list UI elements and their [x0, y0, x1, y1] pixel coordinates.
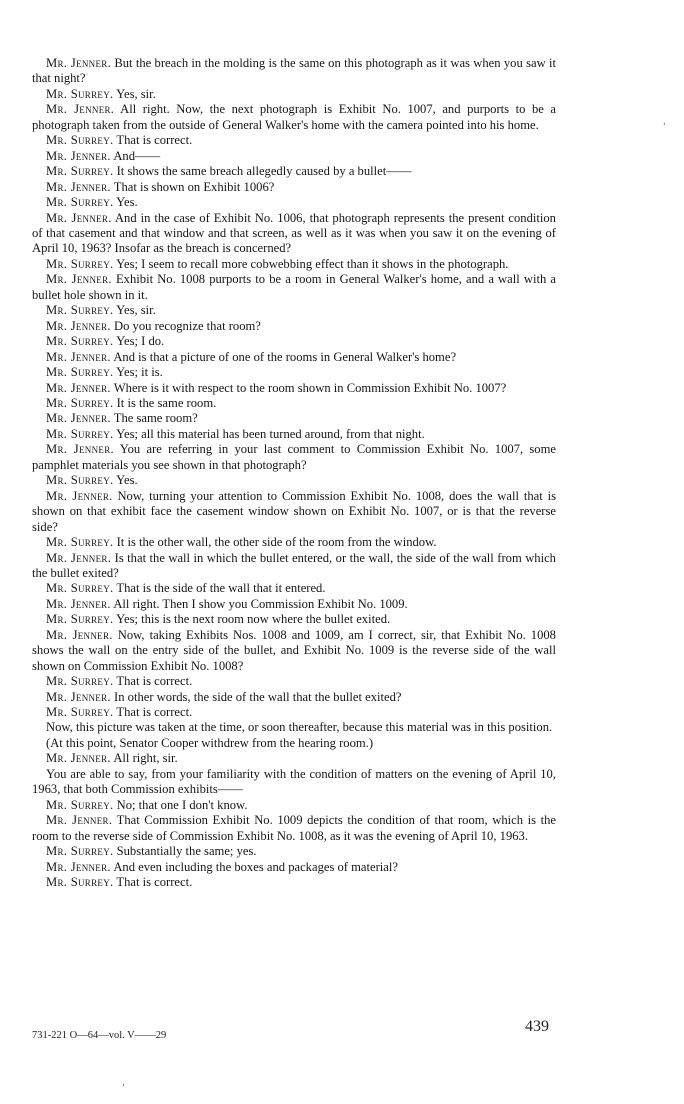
- speaker-label: Mr. Jenner.: [46, 411, 111, 426]
- speaker-label: Mr. Jenner.: [46, 56, 112, 70]
- speaker-label: Mr. Jenner.: [46, 272, 112, 287]
- paragraph-text: Substantially the same; yes.: [116, 844, 257, 859]
- transcript-paragraph: [32, 211, 556, 257]
- speaker-label: Mr. Surrey.: [46, 612, 114, 627]
- speaker-label: Mr. Jenner.: [46, 318, 111, 333]
- speaker-label: Mr. Surrey.: [46, 844, 114, 859]
- speaker-label: Mr. Surrey.: [46, 395, 114, 410]
- transcript-body: [32, 56, 556, 890]
- speaker-label: Mr. Jenner.: [46, 179, 111, 194]
- paragraph-text: Now, this picture was taken at the time, or soon thereafter, because this material was in this position.: [46, 720, 553, 735]
- transcript-paragraph: [32, 690, 556, 705]
- paragraph-text: No; that one I don't know.: [116, 797, 248, 812]
- paragraph-text: Yes; it is.: [116, 365, 163, 380]
- stray-ink-mark: ,: [122, 1078, 125, 1088]
- paragraph-text: (At this point, Senator Cooper withdrew from the hearing room.): [46, 735, 374, 750]
- transcript-paragraph: [32, 535, 556, 550]
- paragraph-text: You are able to say, from your familiarity with the condition of matters on the evening of April 10, 1963, that both Commission exhibits——: [32, 766, 556, 797]
- transcript-paragraph: [32, 767, 556, 798]
- transcript-paragraph: [32, 149, 556, 164]
- paragraph-text: Yes, sir.: [116, 303, 156, 318]
- transcript-paragraph: [32, 319, 556, 334]
- paragraph-text: It is the same room.: [116, 395, 217, 410]
- speaker-label: Mr. Jenner.: [46, 210, 112, 225]
- transcript-paragraph: [32, 473, 556, 488]
- paragraph-text: Yes; I seem to recall more cobwebbing effect than it shows in the photograph.: [116, 256, 509, 271]
- speaker-label: Mr. Jenner.: [46, 102, 115, 117]
- transcript-paragraph: [32, 381, 556, 396]
- paragraph-text: The same room?: [113, 411, 198, 426]
- paragraph-text: It shows the same breach allegedly caused by a bullet——: [116, 164, 412, 179]
- paragraph-text: Do you recognize that room?: [114, 318, 261, 333]
- paragraph-text: You are referring in your last comment to Commission Exhibit No. 1007, some pamphlet materials you see shown in that photograph?: [32, 442, 556, 472]
- speaker-label: Mr. Surrey.: [46, 86, 114, 101]
- paragraph-text: And is that a picture of one of the rooms in General Walker's home?: [113, 349, 457, 364]
- speaker-label: Mr. Jenner.: [46, 550, 112, 565]
- transcript-paragraph: [32, 798, 556, 813]
- transcript-paragraph: [32, 164, 556, 179]
- speaker-label: Mr. Surrey.: [46, 674, 114, 689]
- paragraph-text: Yes.: [116, 195, 138, 210]
- transcript-paragraph: [32, 581, 556, 596]
- transcript-paragraph: [32, 597, 556, 612]
- speaker-label: Mr. Surrey.: [46, 535, 114, 550]
- transcript-paragraph: [32, 303, 556, 318]
- paragraph-text: That is correct.: [116, 133, 193, 148]
- transcript-paragraph: [32, 87, 556, 102]
- paragraph-text: Yes; this is the next room now where the bullet exited.: [116, 612, 391, 627]
- transcript-paragraph: [32, 844, 556, 859]
- transcript-paragraph: [32, 720, 556, 735]
- speaker-label: Mr. Jenner.: [46, 148, 111, 163]
- transcript-paragraph: [32, 612, 556, 627]
- print-code: 731-221 O—64—vol. V——29: [32, 1030, 167, 1041]
- paragraph-text: Yes, sir.: [116, 86, 156, 101]
- transcript-paragraph: [32, 133, 556, 148]
- paragraph-text: And in the case of Exhibit No. 1006, that photograph represents the present condition of that casement and that window and that screen, as well as it was when you saw it on the evening of April 10, 1963? Insofar as the breach is concerned?: [32, 210, 556, 256]
- transcript-paragraph: [32, 396, 556, 411]
- paragraph-text: Yes; I do.: [116, 334, 165, 349]
- transcript-paragraph: [32, 102, 556, 133]
- speaker-label: Mr. Surrey.: [46, 256, 114, 271]
- paragraph-text: That is correct.: [116, 875, 193, 890]
- transcript-paragraph: [32, 195, 556, 210]
- paragraph-text: That Commission Exhibit No. 1009 depicts the condition of that room, which is the room to the reverse side of Commission Exhibit No. 1008, as it was the evening of April 10, 1963.: [32, 813, 557, 843]
- speaker-label: Mr. Jenner.: [46, 813, 113, 828]
- paragraph-text: That is correct.: [116, 674, 193, 689]
- paragraph-text: That is the side of the wall that it entered.: [116, 581, 326, 596]
- paragraph-text: All right. Now, the next photograph is Exhibit No. 1007, and purports to be a photograph taken from the outside of General Walker's home with the camera pointed into his home.: [32, 102, 556, 132]
- transcript-paragraph: [32, 427, 556, 442]
- paragraph-text: Yes.: [116, 473, 138, 488]
- speaker-label: Mr. Jenner.: [46, 380, 111, 395]
- margin-tick-mark: ': [663, 122, 666, 132]
- transcript-paragraph: [32, 411, 556, 426]
- speaker-label: Mr. Surrey.: [46, 426, 114, 441]
- speaker-label: Mr. Jenner.: [46, 488, 113, 503]
- speaker-label: Mr. Surrey.: [46, 875, 114, 890]
- paragraph-text: In other words, the side of the wall that the bullet exited?: [114, 689, 402, 704]
- paragraph-text: Is that the wall in which the bullet entered, or the wall, the side of the wall from which the bullet exited?: [32, 550, 556, 580]
- transcript-paragraph: [32, 334, 556, 349]
- speaker-label: Mr. Jenner.: [46, 596, 111, 611]
- paragraph-text: Where is it with respect to the room shown in Commission Exhibit No. 1007?: [113, 380, 507, 395]
- transcript-paragraph: [32, 442, 556, 473]
- transcript-paragraph: [32, 628, 556, 674]
- paragraph-text: All right, sir.: [113, 751, 178, 766]
- transcript-paragraph: [32, 365, 556, 380]
- transcript-paragraph: [32, 272, 556, 303]
- transcript-paragraph: [32, 875, 556, 890]
- speaker-label: Mr. Jenner.: [46, 859, 111, 874]
- paragraph-text: And——: [113, 148, 161, 163]
- transcript-paragraph: [32, 705, 556, 720]
- transcript-paragraph: [32, 56, 556, 87]
- transcript-paragraph: [32, 813, 556, 844]
- paragraph-text: That is correct.: [116, 705, 193, 720]
- paragraph-text: And even including the boxes and packages of material?: [113, 859, 398, 874]
- speaker-label: Mr. Surrey.: [46, 334, 114, 349]
- transcript-paragraph: [32, 860, 556, 875]
- paragraph-text: But the breach in the molding is the same on this photograph as it was when you saw it that night?: [32, 56, 556, 86]
- speaker-label: Mr. Surrey.: [46, 164, 114, 179]
- paragraph-text: Exhibit No. 1008 purports to be a room in General Walker's home, and a wall with a bullet hole shown in it.: [32, 272, 556, 302]
- transcript-paragraph: [32, 350, 556, 365]
- page-number: 439: [525, 1018, 549, 1035]
- speaker-label: Mr. Surrey.: [46, 133, 114, 148]
- speaker-label: Mr. Surrey.: [46, 797, 114, 812]
- speaker-label: Mr. Surrey.: [46, 473, 114, 488]
- paragraph-text: Now, taking Exhibits Nos. 1008 and 1009, am I correct, sir, that Exhibit No. 1008 shows the wall on the entry side of the bullet, and Exhibit No. 1009 is the reverse side of the wall shown on Commission Exhibit No. 1008?: [32, 627, 556, 673]
- speaker-label: Mr. Jenner.: [46, 751, 111, 766]
- speaker-label: Mr. Jenner.: [46, 349, 111, 364]
- paragraph-text: That is shown on Exhibit 1006?: [113, 179, 275, 194]
- transcript-paragraph: [32, 180, 556, 195]
- transcript-paragraph: [32, 736, 556, 751]
- speaker-label: Mr. Jenner.: [46, 689, 111, 704]
- transcript-paragraph: [32, 257, 556, 272]
- speaker-label: Mr. Surrey.: [46, 303, 114, 318]
- paragraph-text: All right. Then I show you Commission Exhibit No. 1009.: [113, 596, 408, 611]
- speaker-label: Mr. Surrey.: [46, 365, 114, 380]
- speaker-label: Mr. Surrey.: [46, 705, 114, 720]
- speaker-label: Mr. Jenner.: [46, 442, 114, 457]
- paragraph-text: Yes; all this material has been turned around, from that night.: [116, 426, 425, 441]
- speaker-label: Mr. Surrey.: [46, 195, 114, 210]
- transcript-paragraph: [32, 489, 556, 535]
- speaker-label: Mr. Jenner.: [46, 627, 113, 642]
- paragraph-text: Now, turning your attention to Commission Exhibit No. 1008, does the wall that is shown on that exhibit face the casement window shown on Exhibit No. 1007, or is that the reverse side?: [32, 488, 556, 534]
- transcript-paragraph: [32, 674, 556, 689]
- transcript-paragraph: [32, 551, 556, 582]
- speaker-label: Mr. Surrey.: [46, 581, 114, 596]
- transcript-paragraph: [32, 751, 556, 766]
- paragraph-text: It is the other wall, the other side of the room from the window.: [116, 535, 437, 550]
